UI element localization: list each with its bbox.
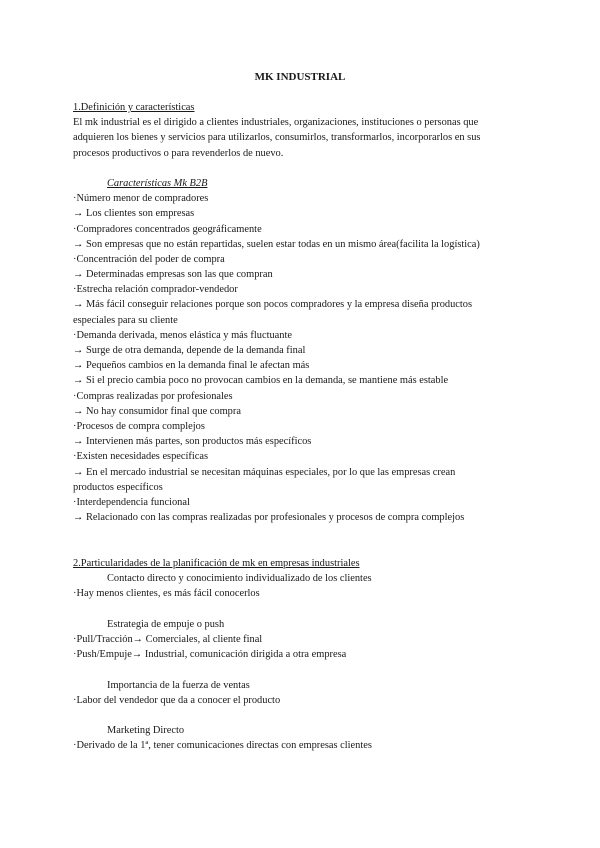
list-item: ·Concentración del poder de compra [73, 253, 225, 265]
section1-subheading: Características Mk B2B [107, 177, 208, 189]
section2-heading: 2.Particularidades de la planificación de mk en empresas industriales [73, 558, 360, 569]
group-line: ·Hay menos clientes, es más fácil conocerlos [73, 588, 260, 600]
list-item: → Pequeños cambios en la demanda final le afectan más [73, 360, 310, 372]
list-item: → En el mercado industrial se necesitan máquinas especiales, por lo que las empresas crean [73, 466, 456, 478]
group-line: ·Derivado de la 1ª, tener comunicaciones directas con empresas clientes [73, 740, 372, 752]
list-item: ·Compras realizadas por profesionales [73, 390, 233, 402]
list-item: productos específicos [73, 481, 163, 493]
section-definition [73, 100, 533, 525]
list-item: ·Procesos de compra complejos [73, 420, 205, 432]
group-line: ·Pull/Tracción→ Comerciales, al cliente final [73, 633, 263, 645]
group-title: Importancia de la fuerza de ventas [107, 679, 250, 691]
list-item: → Relacionado con las compras realizadas por profesionales y procesos de compra complejos [73, 512, 465, 524]
list-item: ·Demanda derivada, menos elástica y más fluctuante [73, 329, 292, 341]
list-item: ·Compradores concentrados geográficamente [73, 223, 262, 235]
list-item: → Más fácil conseguir relaciones porque son pocos compradores y la empresa diseña productos [73, 299, 473, 311]
list-item: → Si el precio cambia poco no provocan cambios en la demanda, se mantiene más estable [73, 375, 449, 387]
list-item: especiales para su cliente [73, 314, 178, 326]
group-line: ·Labor del vendedor que da a conocer el producto [73, 694, 281, 706]
list-item: → Son empresas que no están repartidas, suelen estar todas en un mismo área(facilita la logística) [73, 238, 480, 250]
list-item: → Intervienen más partes, son productos más específicos [73, 436, 312, 448]
list-item: ·Número menor de compradores [73, 193, 209, 205]
list-item: ·Interdependencia funcional [73, 496, 190, 508]
list-item: → No hay consumidor final que compra [73, 405, 241, 417]
intro-line: El mk industrial es el dirigido a clientes industriales, organizaciones, instituciones o personas que [73, 117, 479, 129]
list-item: → Surge de otra demanda, depende de la demanda final [73, 345, 306, 356]
group-title: Contacto directo y conocimiento individualizado de los clientes [107, 573, 372, 585]
group-line: ·Push/Empuje→ Industrial, comunicación dirigida a otra empresa [73, 649, 347, 661]
intro-line: procesos productivos o para revenderlos de nuevo. [73, 147, 284, 159]
section-planning [73, 556, 533, 753]
list-item: ·Existen necesidades específicas [73, 451, 209, 463]
group-title: Estrategia de empuje o push [107, 618, 225, 630]
list-item: → Determinadas empresas son las que compran [73, 269, 273, 281]
list-item: ·Estrecha relación comprador-vendedor [73, 284, 238, 296]
intro-line: adquieren los bienes y servicios para utilizarlos, consumirlos, transformarlos, incorporarlos en sus [73, 132, 481, 144]
document-title: MK INDUSTRIAL [254, 71, 346, 83]
list-item: → Los clientes son empresas [73, 208, 195, 220]
section1-heading: 1.Definición y características [73, 102, 195, 113]
group-title: Marketing Directo [107, 725, 185, 737]
